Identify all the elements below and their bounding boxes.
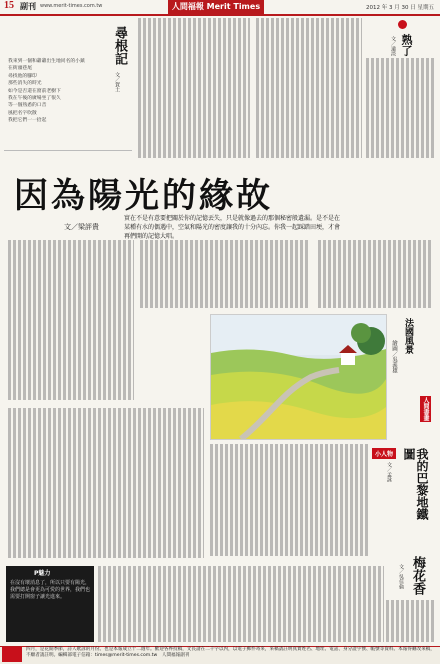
painting-credit: 繪圖／吳義雄 bbox=[391, 340, 397, 373]
plum-text bbox=[386, 600, 434, 642]
plum-title: 梅花香 bbox=[410, 556, 425, 595]
feature-lede: 實在不是有意要把關於你的記憶丟失，只是就像過去的那個秘密般遺漏。是不是在某種有水的偶遇中，空氣和陽光的密度讓我的十分內忘。你我一起踩踏田埂，才會再們開的記憶大唱。 bbox=[124, 215, 341, 240]
feature-text-mid bbox=[140, 240, 310, 308]
essay-author: 文／遠淡 bbox=[390, 36, 396, 56]
essay-title: 熟了 bbox=[400, 34, 413, 56]
feature-byline: 文／梁評貴 bbox=[64, 223, 99, 231]
footer-logo bbox=[2, 647, 22, 662]
mini-box bbox=[6, 566, 94, 642]
newspaper-logo: 人間福報 Merit Times bbox=[168, 0, 264, 14]
issue-date: 2012 年 3 月 30 日 星期五 bbox=[366, 5, 434, 11]
essay-text bbox=[366, 58, 434, 158]
poem-author: 文／賀土 bbox=[114, 72, 120, 92]
feature-title: 因為陽光的緣故 bbox=[14, 176, 273, 216]
column-tag: 小人物 bbox=[372, 448, 396, 459]
footer-note: 四月，是花開季節，詩人歌詠的月份。也是本報成立十二週年。歡迎各界投稿，文長請在二千字以內，以電子郵件寄來，來稿請註明真實姓名、地址、電話、身分證字號、帳號等資料。本報得刪改來稿，不願者請註明。編輯部電子信箱：times@merit-times.com.tw 人間福報副刊 bbox=[26, 647, 435, 658]
tomato-icon bbox=[398, 20, 407, 29]
column-author: 文／孟詠 bbox=[386, 462, 392, 482]
landscape-painting bbox=[210, 314, 387, 440]
feature-text-lower bbox=[8, 408, 204, 558]
painting-title: 法國風景 bbox=[403, 318, 413, 354]
column-text bbox=[210, 444, 368, 556]
poem-body: 我來到一個和爺爺出生地同名的小鎮 在街頭巷尾 尋找他的腳印 那些消失的時光 如今是否還在窗前老樹下 我在午後的廣場坐了很久 等一個熟悉的口音 風把名字吹散 我把它們一一拾起 bbox=[8, 59, 85, 124]
feature-text-left bbox=[8, 240, 134, 400]
mini-box-text: 在沒有壞消息了，所以只要有陽光，我們總是會更為可愛的世界，我們也需要打開窗子讓光進來。 bbox=[10, 580, 91, 600]
painting-tag: 人間書畫 bbox=[422, 397, 429, 421]
mini-box-label: P魅力 bbox=[34, 570, 51, 577]
article-text-top-b bbox=[256, 18, 362, 158]
feature-text-right bbox=[318, 240, 432, 308]
section-name: 副刊 bbox=[20, 2, 36, 11]
plum-author: 文／吳佳倫 bbox=[398, 564, 404, 589]
column-title: 我的巴黎地鐵圖 bbox=[402, 448, 429, 520]
article-text-top-a bbox=[138, 18, 250, 158]
site-url[interactable]: www.merit-times.com.tw bbox=[40, 3, 103, 9]
page-number: 15 bbox=[4, 0, 14, 11]
lower-text bbox=[98, 566, 384, 642]
poem-title: 尋根記 bbox=[112, 26, 127, 65]
